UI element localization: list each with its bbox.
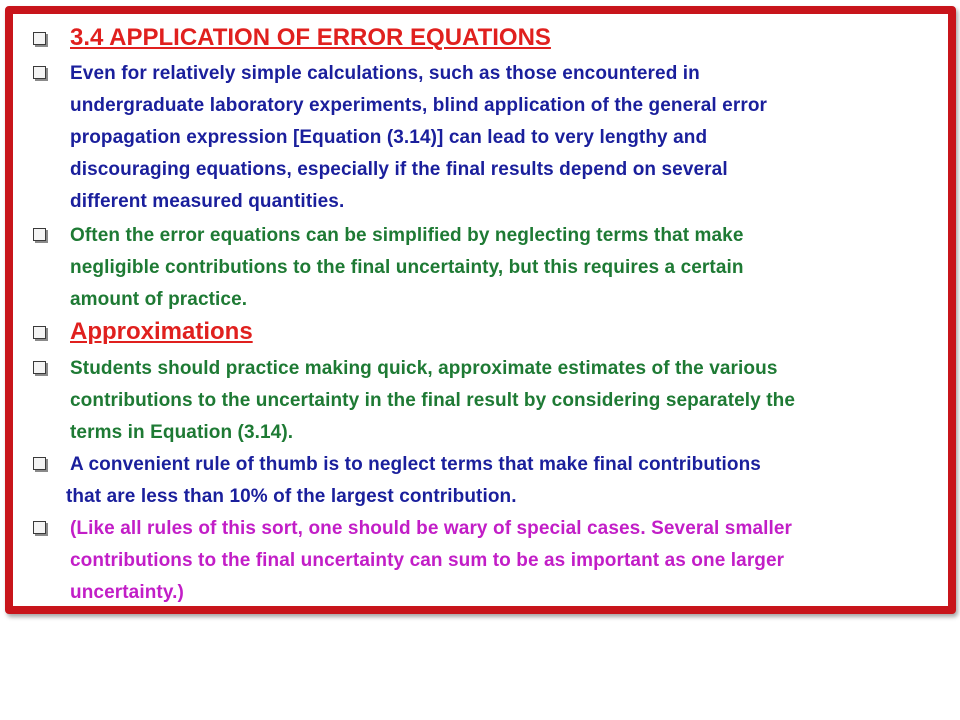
text-line: uncertainty.) xyxy=(70,582,184,603)
paragraph-text xyxy=(70,220,944,316)
text-line: discouraging equations, especially if the final results depend on several xyxy=(70,159,728,180)
text-line: that are less than 10% of the largest contribution. xyxy=(66,486,517,507)
square-bullet-icon xyxy=(33,457,46,470)
paragraph-text xyxy=(66,449,944,513)
list-item xyxy=(33,353,944,449)
text-line: different measured quantities. xyxy=(70,191,345,212)
square-bullet-icon xyxy=(33,228,46,241)
list-item xyxy=(33,513,944,609)
section-heading xyxy=(33,22,944,54)
text-line: (Like all rules of this sort, one should be wary of special cases. Several smaller xyxy=(70,518,793,539)
text-line: negligible contributions to the final uncertainty, but this requires a certain xyxy=(70,257,744,278)
paragraph-text xyxy=(70,513,944,609)
paragraph-text xyxy=(70,353,944,449)
subsection-heading xyxy=(33,316,944,348)
text-line: amount of practice. xyxy=(70,289,248,310)
text-line: Even for relatively simple calculations, such as those encountered in xyxy=(70,63,700,84)
text-line: Often the error equations can be simplified by neglecting terms that make xyxy=(70,225,744,246)
list-item xyxy=(33,58,944,218)
square-bullet-icon xyxy=(33,361,46,374)
text-line: contributions to the uncertainty in the final result by considering separately the xyxy=(70,390,796,411)
text-line: undergraduate laboratory experiments, blind application of the general error xyxy=(70,95,768,116)
text-line: Students should practice making quick, approximate estimates of the various xyxy=(70,358,778,379)
square-bullet-icon xyxy=(33,66,46,79)
list-item xyxy=(33,220,944,316)
square-bullet-icon xyxy=(33,32,46,45)
square-bullet-icon xyxy=(33,326,46,339)
text-line: A convenient rule of thumb is to neglect terms that make final contributions xyxy=(70,454,761,475)
slide-content-frame xyxy=(5,6,956,614)
text-line: contributions to the final uncertainty can sum to be as important as one larger xyxy=(70,550,785,571)
text-line: terms in Equation (3.14). xyxy=(70,422,294,443)
paragraph-text xyxy=(70,58,944,218)
text-line: propagation expression [Equation (3.14)] can lead to very lengthy and xyxy=(70,127,708,148)
list-item xyxy=(33,449,944,513)
subsection-title: Approximations xyxy=(70,318,253,345)
section-title: 3.4 APPLICATION OF ERROR EQUATIONS xyxy=(70,24,551,51)
square-bullet-icon xyxy=(33,521,46,534)
